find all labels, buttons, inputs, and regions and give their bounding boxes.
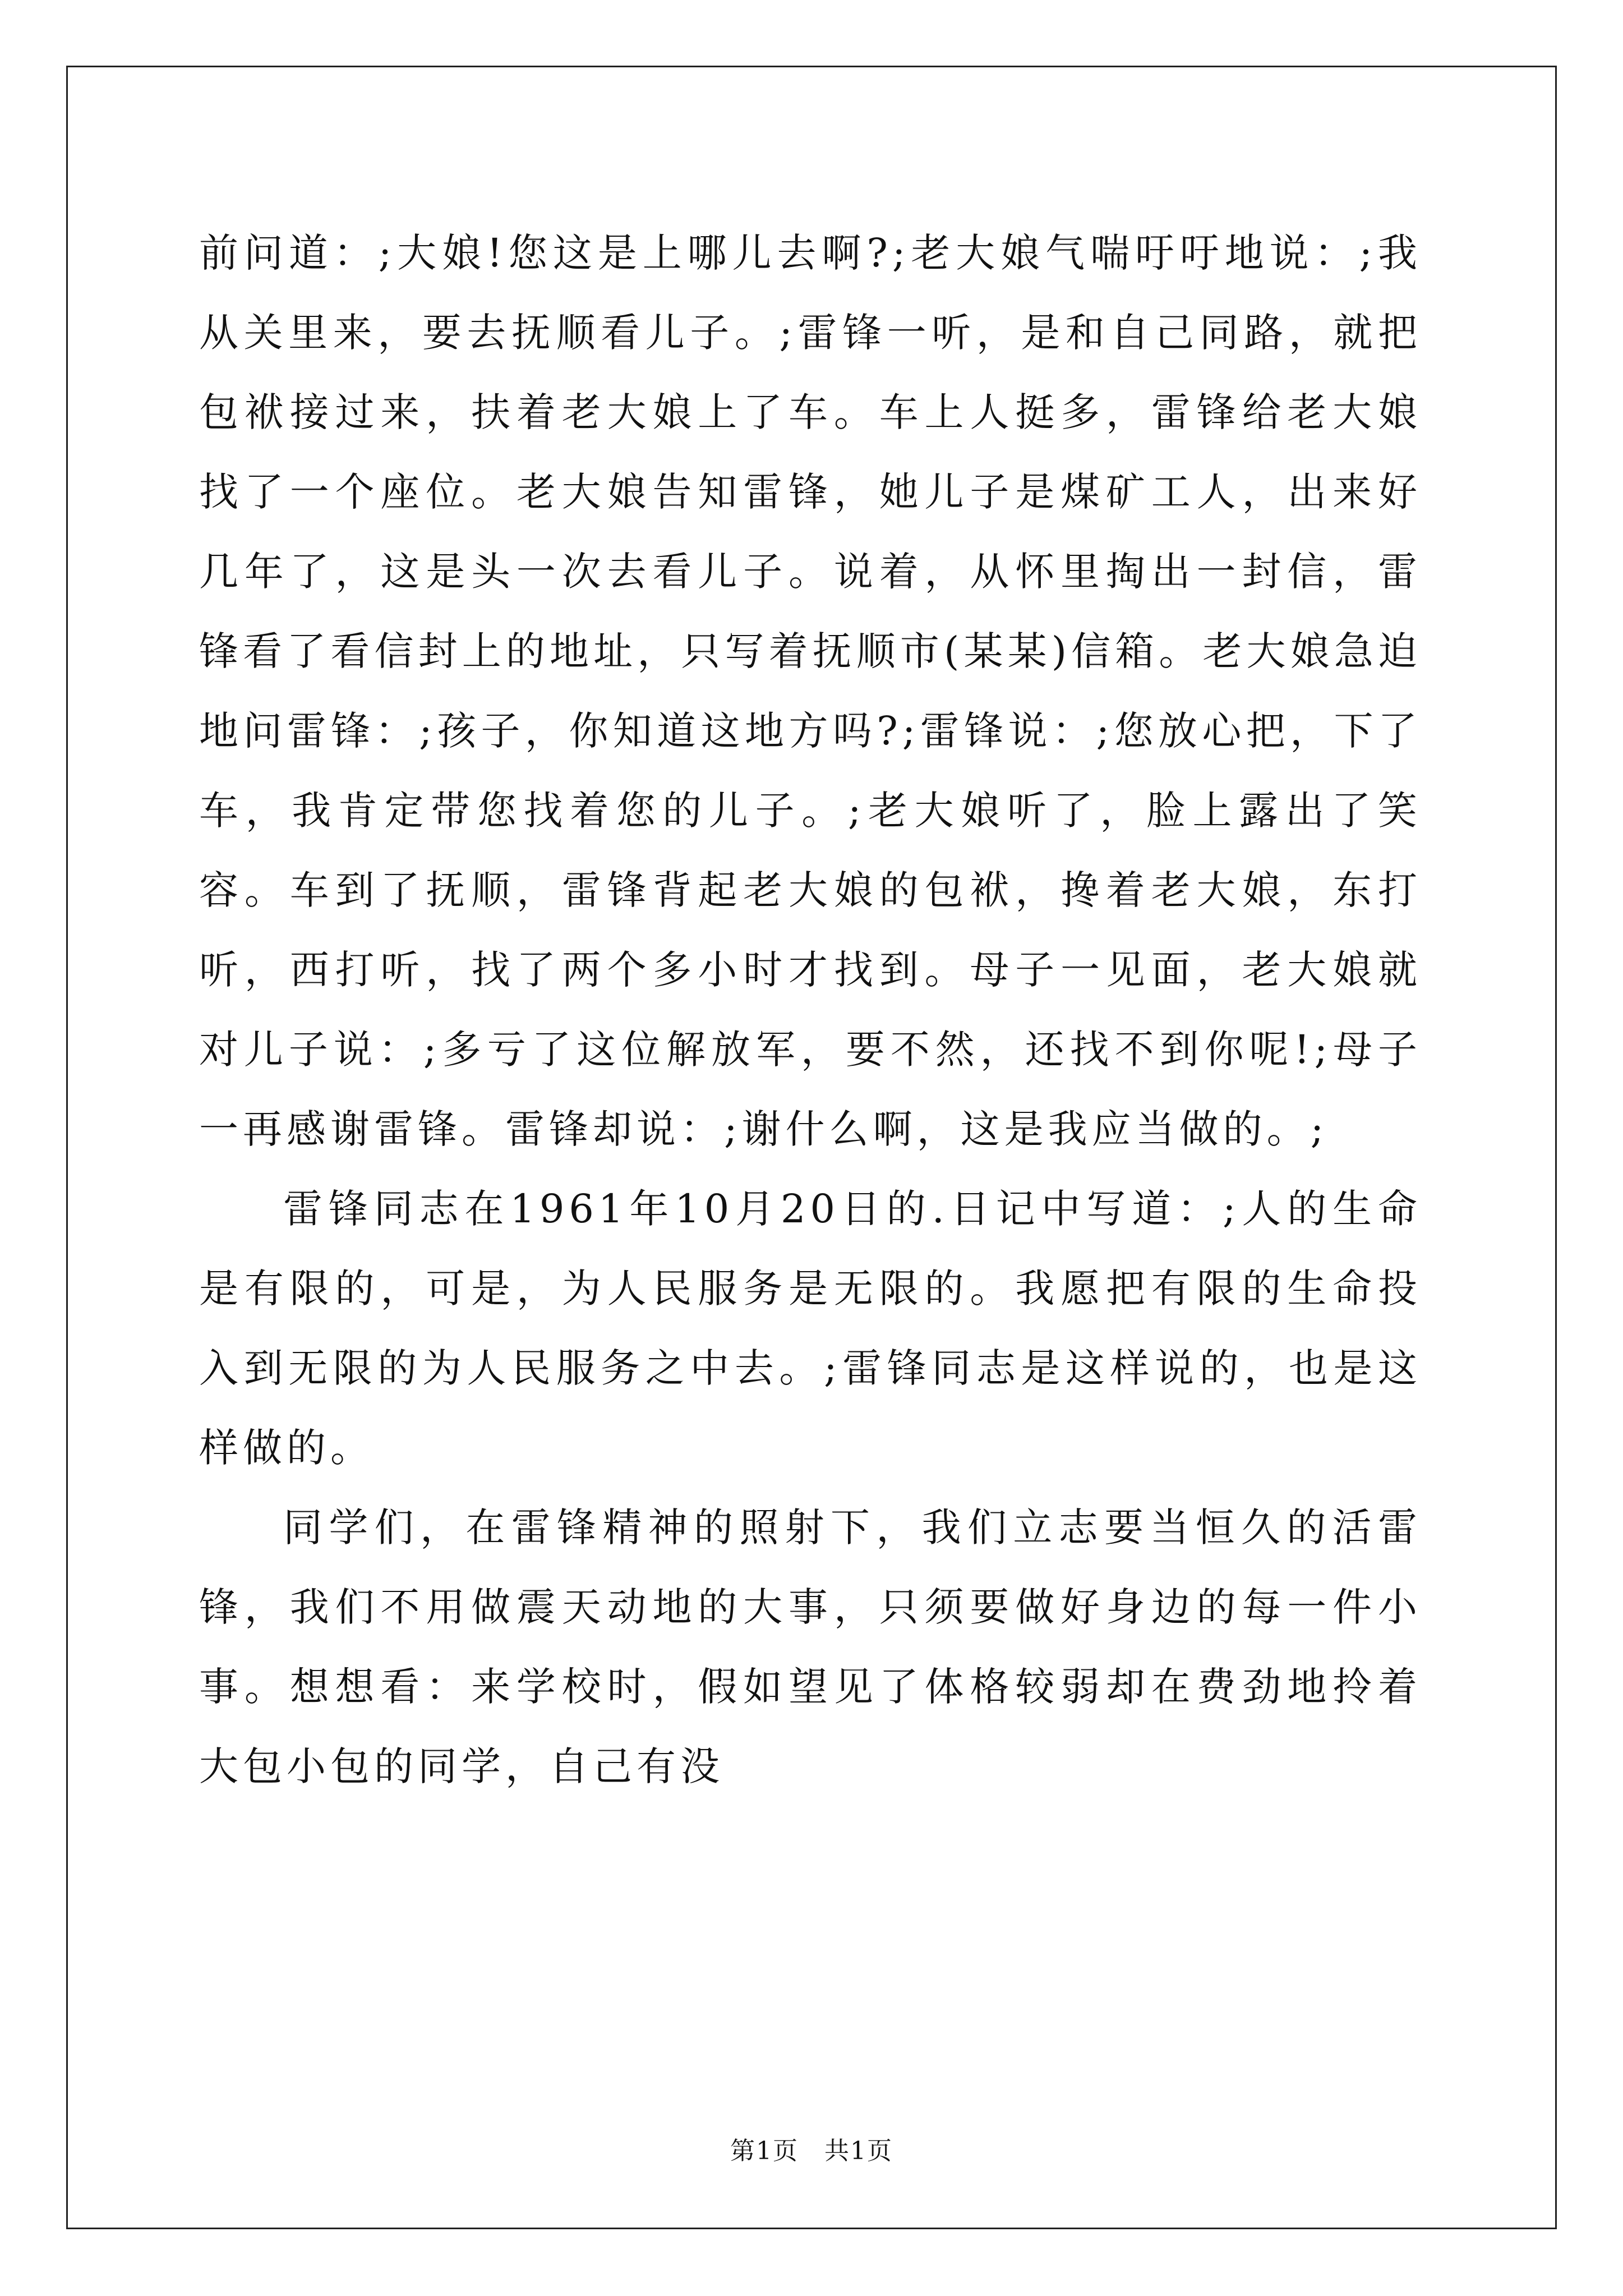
paragraph-2: 雷锋同志在1961年10月20日的.日记中写道：;人的生命是有限的，可是，为人民服务是无限的。我愿把有限的生命投入到无限的为人民服务之中去。;雷锋同志是这样说的，也是这样做的。	[199, 1186, 1422, 1471]
paragraph-1: 前问道：;大娘!您这是上哪儿去啊?;老大娘气喘吁吁地说：;我从关里来，要去抚顺看儿子。;雷锋一听，是和自己同路，就把包袱接过来，扶着老大娘上了车。车上人挺多，雷锋给老大娘找了一个座位。老大娘告知雷锋，她儿子是煤矿工人，出来好几年了，这是头一次去看儿子。说着，从怀里掏出一封信，雷锋看了看信封上的地址，只写着抚顺市(某某)信箱。老大娘急迫地问雷锋：;孩子，你知道这地方吗?;雷锋说：;您放心把，下了车，我肯定带您找着您的儿子。;老大娘听了，脸上露出了笑容。车到了抚顺，雷锋背起老大娘的包袱，搀着老大娘，东打听，西打听，找了两个多小时才找到。母子一见面，老大娘就对儿子说：;多亏了这位解放军，要不然，还找不到你呢!;母子一再感谢雷锋。雷锋却说：;谢什么啊，这是我应当做的。;	[199, 230, 1422, 1152]
paragraph-3: 同学们，在雷锋精神的照射下，我们立志要当恒久的活雷锋，我们不用做震天动地的大事，只须要做好身边的每一件小事。想想看：来学校时，假如望见了体格较弱却在费劲地拎着大包小包的同学，自己有没	[199, 1504, 1422, 1789]
document-body	[199, 213, 1422, 1806]
page-number-footer: 第1页 共1页	[730, 2137, 893, 2165]
